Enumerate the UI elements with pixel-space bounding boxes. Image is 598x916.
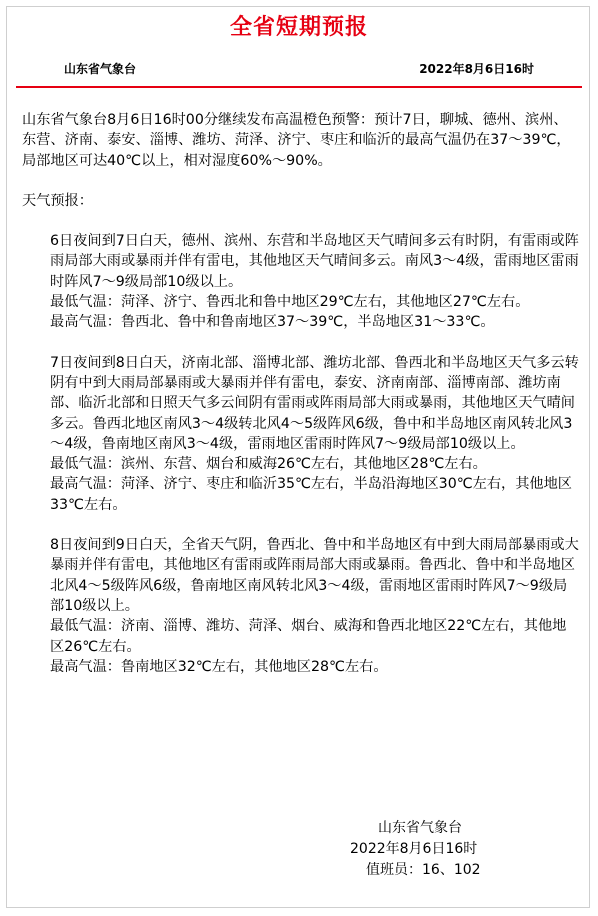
page-title: 全省短期预报 (229, 15, 368, 40)
period1-summary: 6日夜间到7日白天，德州、滨州、东营和半岛地区天气晴间多云有时阴，有雷雨或阵雨局部大雨或暴雨并伴有雷电，其他地区天气晴间多云。南风3～4级，雷雨地区雷雨时阵风7～9级局部10级以上。 (50, 233, 579, 290)
header-agency: 山东省气象台 (64, 62, 137, 76)
period3-min-temp: 最低气温：济南、淄博、潍坊、菏泽、烟台、威海和鲁西北地区22℃左右，其他地区26℃左右。 (50, 618, 567, 655)
period1-max-temp: 最高气温：鲁西北、鲁中和鲁南地区37～39℃，半岛地区31～33℃。 (50, 314, 495, 331)
period3-max-temp: 最高气温：鲁南地区32℃左右，其他地区28℃左右。 (50, 658, 388, 675)
header-meta (0, 60, 598, 78)
header-divider (16, 86, 582, 88)
period2-summary: 7日夜间到8日白天，济南北部、淄博北部、潍坊北部、鲁西北和半岛地区天气多云转阴有中到大雨局部暴雨或大暴雨并伴有雷电，泰安、济南南部、淄博南部、潍坊南部、临沂北部和日照天气多云间阴有雷雨或阵雨局部大雨或暴雨，其他地区天气晴间多云。鲁西北地区南风3～4级转北风4～5级阵风6级，鲁中和半岛地区南风转北风3～4级，鲁南地区南风3～4级，雷雨地区雷雨时阵风7～9级局部10级以上。 (50, 354, 579, 452)
period2-min-temp: 最低气温：滨州、东营、烟台和威海26℃左右，其他地区28℃左右。 (50, 456, 487, 473)
signature-block (0, 818, 598, 881)
period1-min-temp: 最低气温：菏泽、济宁、鲁西北和鲁中地区29℃左右，其他地区27℃左右。 (50, 294, 530, 311)
forecast-body (22, 110, 580, 677)
footer-date: 2022年8月6日16时 (350, 841, 478, 857)
period3-summary: 8日夜间到9日白天，全省天气阴，鲁西北、鲁中和半岛地区有中到大雨局部暴雨或大暴雨并伴有雷电，其他地区有雷雨或阵雨局部大雨或暴雨。鲁西北、鲁中和半岛地区北风4～5级阵风6级，鲁南地区南风转北风3～4级，雷雨地区雷雨时阵风7～9级局部10级以上。 (50, 537, 579, 614)
period2-max-temp: 最高气温：菏泽、济宁、枣庄和临沂35℃左右，半岛沿海地区30℃左右，其他地区33℃左右。 (50, 476, 572, 513)
footer-agency: 山东省气象台 (378, 820, 462, 836)
header-datetime: 2022年8月6日16时 (419, 62, 534, 76)
warning-paragraph: 山东省气象台8月6日16时00分继续发布高温橙色预警：预计7日，聊城、德州、滨州、东营、济南、泰安、淄博、潍坊、菏泽、济宁、枣庄和临沂的最高气温仍在37～39℃，局部地区可达40℃以上，相对湿度60%～90%。 (22, 112, 571, 169)
forecast-heading: 天气预报： (22, 192, 93, 209)
footer-duty: 值班员：16、102 (366, 862, 481, 878)
